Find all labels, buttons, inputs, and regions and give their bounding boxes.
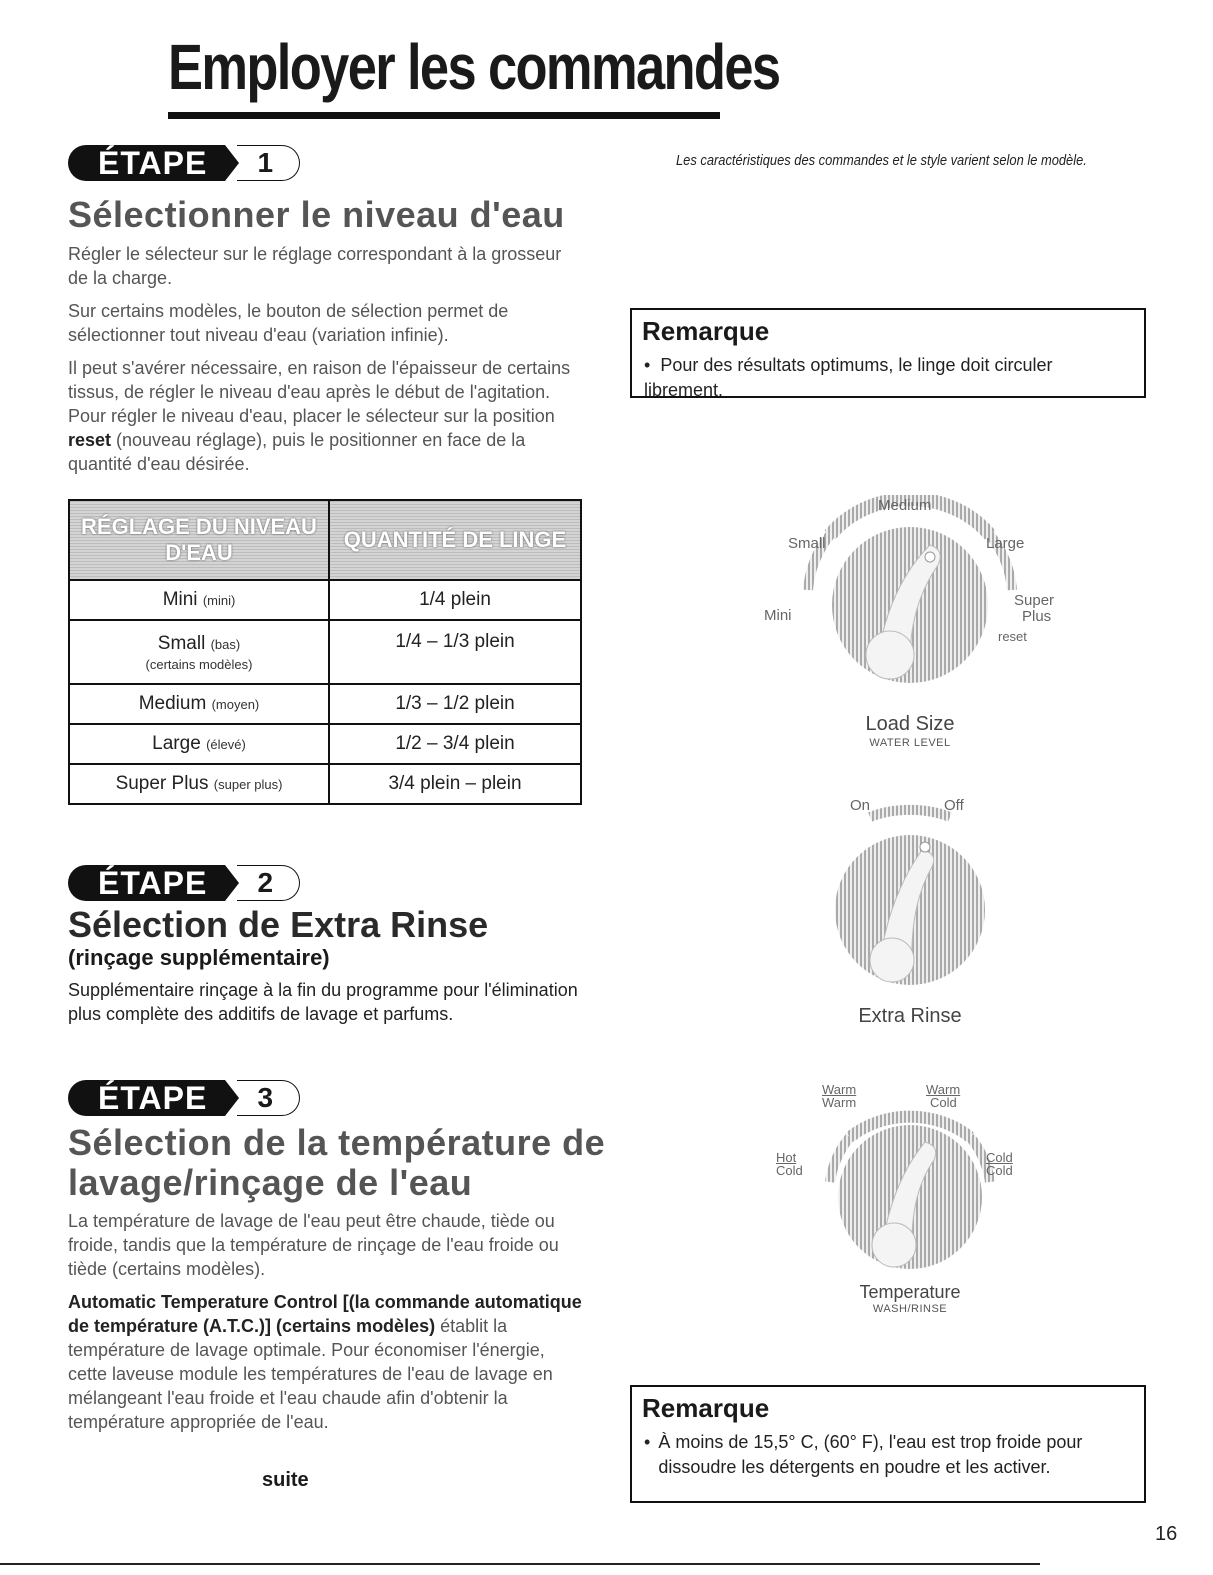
atc-term: Automatic Temperature Control [(la commande automatique de température (A.T.C.)] (certains modèles) bbox=[68, 1292, 582, 1336]
step-3-badge bbox=[68, 1080, 300, 1116]
step-1-heading: Sélectionner le niveau d'eau bbox=[68, 194, 565, 235]
dial-label-plus: Plus bbox=[1022, 608, 1052, 625]
temperature-dial bbox=[760, 1082, 1060, 1322]
temperature-knob-icon bbox=[760, 1082, 1060, 1282]
dial-label-warm-cold-top: Warm bbox=[926, 1082, 961, 1097]
dial-label-small: Small bbox=[788, 535, 826, 552]
dial-label-hot-cold-bottom: Cold bbox=[776, 1163, 803, 1178]
dial-label-cold-cold-top: Cold bbox=[986, 1150, 1013, 1165]
extra-rinse-knob-icon bbox=[760, 795, 1060, 995]
step-2-subheading: (rinçage supplémentaire) bbox=[68, 945, 330, 970]
dial-label-large: Large bbox=[986, 535, 1025, 552]
step-3-paragraph-1: La température de lavage de l'eau peut être chaude, tiède ou froide, tandis que la température de rinçage de l'eau froide ou tiède (certains modèles). bbox=[68, 1211, 559, 1279]
dial-label-warm-warm-top: Warm bbox=[822, 1082, 857, 1097]
step-label: ÉTAPE bbox=[68, 865, 225, 901]
step-1-paragraph-2: Sur certains modèles, le bouton de sélection permet de sélectionner tout niveau d'eau (variation infinie). bbox=[68, 301, 509, 345]
continued-label: suite bbox=[262, 1469, 309, 1491]
note-bullet: • Pour des résultats optimums, le linge doit circuler librement. bbox=[644, 355, 1053, 400]
step-label: ÉTAPE bbox=[68, 145, 225, 181]
bottom-rule bbox=[0, 1563, 1040, 1565]
title-rule bbox=[168, 112, 720, 119]
load-size-caption: Load Size bbox=[865, 713, 955, 735]
dial-label-on: On bbox=[850, 797, 871, 814]
step-3-heading-line-2: lavage/rinçage de l'eau bbox=[68, 1162, 473, 1203]
step-number: 2 bbox=[237, 865, 300, 901]
step-2-badge bbox=[68, 865, 300, 901]
note-title: Remarque bbox=[642, 316, 770, 346]
extra-rinse-dial bbox=[760, 795, 1060, 1035]
page-number: 16 bbox=[1155, 1523, 1178, 1545]
dial-label-cold-cold-bottom: Cold bbox=[986, 1163, 1013, 1178]
note-title: Remarque bbox=[642, 1393, 770, 1423]
note-box-1 bbox=[630, 308, 1146, 398]
step-1-badge bbox=[68, 145, 300, 181]
extra-rinse-caption: Extra Rinse bbox=[858, 1005, 962, 1027]
step-2-heading: Sélection de Extra Rinse bbox=[68, 904, 489, 945]
reset-term: reset bbox=[68, 430, 112, 450]
dial-label-off: Off bbox=[944, 797, 964, 814]
models-note: Les caractéristiques des commandes et le style varient selon le modèle. bbox=[676, 152, 1087, 169]
dial-label-super: Super bbox=[1014, 592, 1055, 609]
step-1-paragraph-1: Régler le sélecteur sur le réglage correspondant à la grosseur de la charge. bbox=[68, 244, 562, 288]
dial-label-hot-cold-top: Hot bbox=[776, 1150, 797, 1165]
table-header-amount: QUANTITÉ DE LINGE bbox=[329, 500, 581, 580]
dial-label-warm-warm-bottom: Warm bbox=[822, 1095, 857, 1110]
table-row: Super Plus (super plus) 3/4 plein – plein bbox=[69, 764, 581, 804]
dial-label-warm-cold-bottom: Cold bbox=[930, 1095, 957, 1110]
note-bullet: • À moins de 15,5° C, (60° F), l'eau est trop froide pour dissoudre les détergents en poudre et les activer. bbox=[644, 1432, 1083, 1477]
temperature-caption: Temperature bbox=[859, 1282, 961, 1302]
table-row: Small (bas) (certains modèles) 1/4 – 1/3 plein bbox=[69, 620, 581, 684]
note-box-2 bbox=[630, 1385, 1146, 1503]
load-size-subcaption: WATER LEVEL bbox=[869, 737, 951, 749]
water-level-table bbox=[68, 499, 582, 805]
step-1-paragraph-3: Il peut s'avérer nécessaire, en raison de l'épaisseur de certains tissus, de régler le niveau d'eau après le début de l'agitation. Pour régler le niveau d'eau, placer le sélecteur sur la position reset (nouveau réglage), puis le positionner en face de la quantité d'eau désirée. bbox=[68, 358, 571, 474]
dial-label-reset: reset bbox=[998, 629, 1027, 644]
table-row: Mini (mini) 1/4 plein bbox=[69, 580, 581, 620]
step-label: ÉTAPE bbox=[68, 1080, 225, 1116]
dial-label-medium: Medium bbox=[878, 497, 932, 514]
step-3-paragraph-2: Automatic Temperature Control [(la commande automatique de température (A.T.C.)] (certains modèles) établit la température de lavage optimale. Pour économiser l'énergie, cette laveuse module les températures de l'eau de lavage en mélangeant l'eau froide et l'eau chaude afin d'obtenir la température appropriée de l'eau. bbox=[68, 1292, 582, 1432]
step-number: 1 bbox=[237, 145, 300, 181]
table-row: Medium (moyen) 1/3 – 1/2 plein bbox=[69, 684, 581, 724]
step-number: 3 bbox=[237, 1080, 300, 1116]
table-header-setting: RÉGLAGE DU NIVEAU D'EAU bbox=[69, 500, 329, 580]
step-3-heading-line-1: Sélection de la température de bbox=[68, 1122, 606, 1163]
load-size-dial bbox=[760, 495, 1060, 765]
dial-label-mini: Mini bbox=[764, 607, 792, 624]
page-title: Employer les commandes bbox=[168, 31, 780, 103]
step-2-paragraph: Supplémentaire rinçage à la fin du programme pour l'élimination plus complète des additifs de lavage et parfums. bbox=[68, 980, 578, 1024]
temperature-subcaption: WASH/RINSE bbox=[872, 1303, 948, 1315]
table-row: Large (élevé) 1/2 – 3/4 plein bbox=[69, 724, 581, 764]
